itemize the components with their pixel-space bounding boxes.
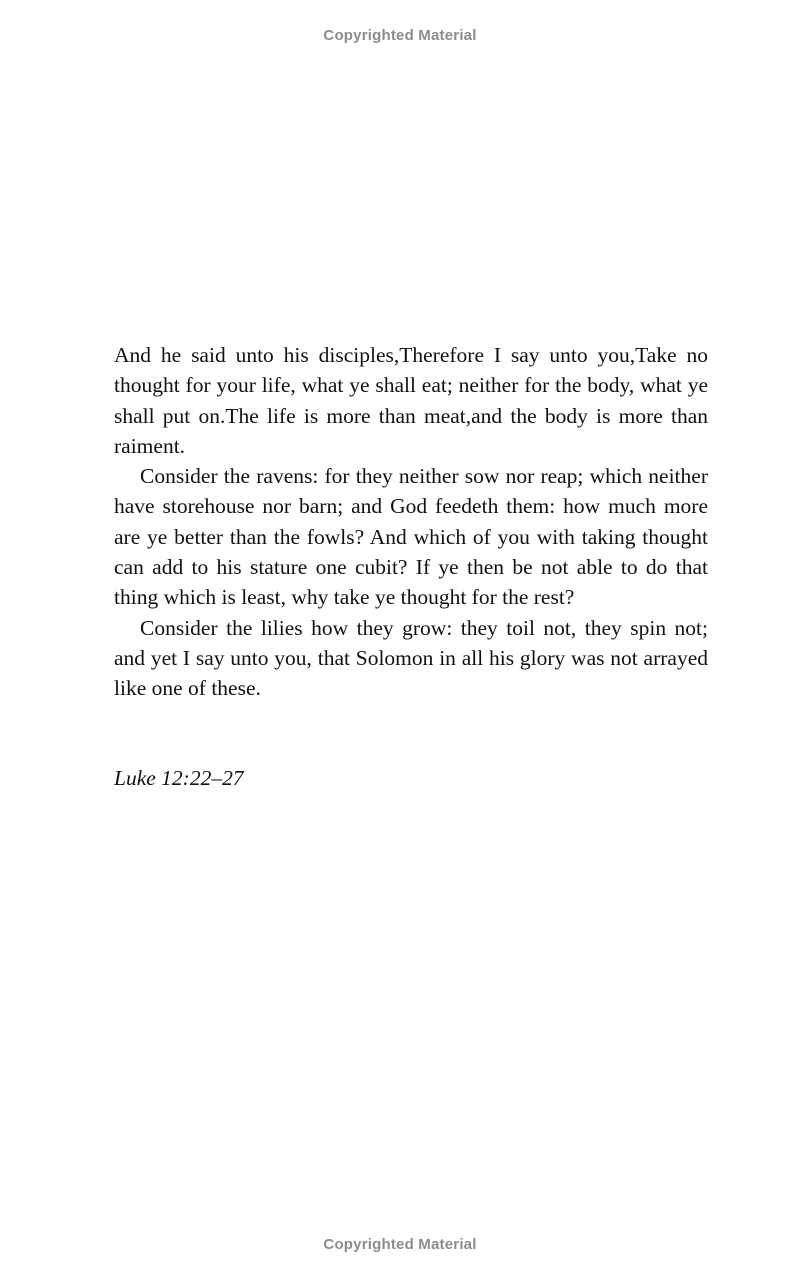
copyright-watermark-top: Copyrighted Material: [323, 27, 477, 44]
passage-paragraph-2: Consider the ravens: for they neither sow nor reap; which neither have storehouse nor barn; and God feedeth them: how much more are ye better than the fowls? And which of you with taking thought can add to his stature one cubit? If ye then be not able to do that thing which is least, why take ye thought for the rest?: [114, 464, 708, 610]
passage-paragraph-3: Consider the lilies how they grow: they toil not, they spin not; and yet I say unto you, that Solomon in all his glory was not arrayed like one of these.: [114, 615, 708, 701]
scripture-passage: [114, 340, 708, 704]
scripture-citation: Luke 12:22–27: [114, 766, 244, 790]
copyright-watermark-bottom: Copyrighted Material: [323, 1236, 477, 1253]
passage-paragraph-1: And he said unto his disciples,Therefore I say unto you,Take no thought for your life, what ye shall eat; neither for the body, what ye shall put on.The life is more than meat,and the body is more than raiment.: [114, 343, 708, 458]
